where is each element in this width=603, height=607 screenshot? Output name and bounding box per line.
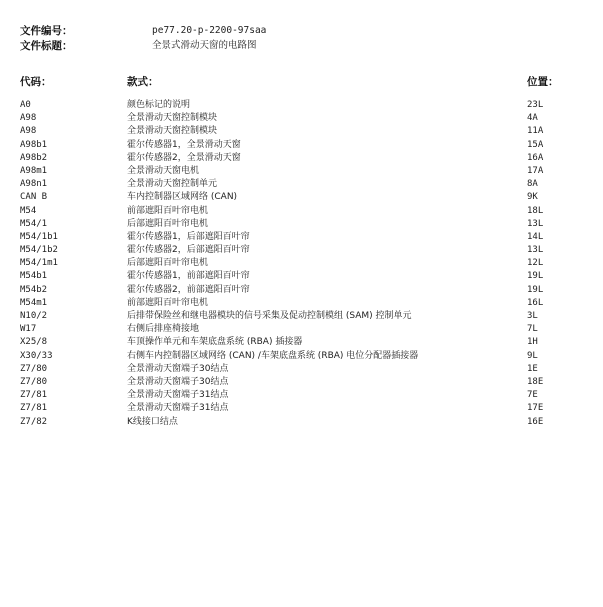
row-code: M54 <box>20 205 37 216</box>
table-row <box>0 125 603 138</box>
row-position: 14L <box>527 231 544 242</box>
row-description: 霍尔传感器1，后部遮阳百叶帘 <box>127 231 250 242</box>
row-position: 16A <box>527 152 544 163</box>
row-description: 霍尔传感器1，全景滑动天窗 <box>127 139 241 150</box>
component-table <box>0 99 603 429</box>
table-row <box>0 416 603 429</box>
row-position: 18E <box>527 376 544 387</box>
table-row <box>0 389 603 402</box>
column-header-description: 款式： <box>127 76 159 88</box>
row-description: 全景滑动天窗控制模块 <box>127 113 218 124</box>
row-code: A98 <box>20 126 37 137</box>
row-description: 右侧后排座椅接地 <box>127 324 200 335</box>
row-code: M54/1b2 <box>20 245 58 256</box>
row-position: 18L <box>527 205 544 216</box>
table-row <box>0 139 603 152</box>
row-description: 后部遮阳百叶帘电机 <box>127 258 209 269</box>
row-code: A98m1 <box>20 165 48 176</box>
row-position: 9L <box>527 350 538 361</box>
table-row <box>0 112 603 125</box>
row-position: 19L <box>527 284 544 295</box>
row-description: 霍尔传感器1，前部遮阳百叶帘 <box>127 271 250 282</box>
row-description: 颜色标记的说明 <box>127 100 191 110</box>
row-description: 全景滑动天窗端子30结点 <box>127 363 229 374</box>
row-code: Z7/81 <box>20 403 48 414</box>
row-code: A98b1 <box>20 139 48 150</box>
row-code: Z7/80 <box>20 376 48 387</box>
row-code: M54b2 <box>20 284 48 295</box>
row-description: 全景滑动天窗端子30结点 <box>127 376 229 387</box>
row-description: 前部遮阳百叶帘电机 <box>127 205 209 216</box>
row-position: 13L <box>527 218 544 229</box>
table-row <box>0 350 603 363</box>
row-code: A98 <box>20 113 37 124</box>
row-position: 17A <box>527 165 544 176</box>
row-description: 后排带保险丝和继电器模块的信号采集及促动控制模组 (SAM) 控制单元 <box>127 311 412 321</box>
row-code: Z7/81 <box>20 390 48 401</box>
row-description: 右侧车内控制器区域网络 (CAN) /车架底盘系统 (RBA) 电位分配器插接器 <box>127 350 419 361</box>
row-position: 9K <box>527 192 538 203</box>
row-code: X30/33 <box>20 350 53 361</box>
table-row <box>0 376 603 389</box>
row-code: A0 <box>20 100 31 110</box>
row-position: 7E <box>527 390 538 401</box>
row-code: M54m1 <box>20 297 48 308</box>
row-position: 15A <box>527 139 544 150</box>
row-code: Z7/82 <box>20 416 48 427</box>
column-header-position: 位置： <box>527 76 559 88</box>
row-code: M54/1b1 <box>20 231 58 242</box>
row-position: 3L <box>527 311 538 321</box>
row-position: 13L <box>527 245 544 256</box>
row-position: 8A <box>527 179 538 190</box>
table-row <box>0 99 603 112</box>
row-description: 全景滑动天窗控制单元 <box>127 179 218 190</box>
row-description: 霍尔传感器2，后部遮阳百叶帘 <box>127 245 250 256</box>
row-position: 17E <box>527 403 544 414</box>
row-description: 全景滑动天窗电机 <box>127 165 200 176</box>
row-position: 4A <box>527 113 538 124</box>
row-code: N10/2 <box>20 311 48 321</box>
row-position: 16L <box>527 297 544 308</box>
row-description: 前部遮阳百叶帘电机 <box>127 297 209 308</box>
row-code: CAN B <box>20 192 48 203</box>
table-row <box>0 218 603 231</box>
row-description: 霍尔传感器2，全景滑动天窗 <box>127 152 241 163</box>
table-row <box>0 191 603 204</box>
row-description: 全景滑动天窗端子31结点 <box>127 403 229 414</box>
row-position: 11A <box>527 126 544 137</box>
table-row <box>0 297 603 310</box>
table-row <box>0 402 603 415</box>
row-code: M54b1 <box>20 271 48 282</box>
table-row <box>0 257 603 270</box>
table-row <box>0 323 603 336</box>
row-position: 19L <box>527 271 544 282</box>
row-code: M54/1 <box>20 218 48 229</box>
row-position: 1E <box>527 363 538 374</box>
column-header-code: 代码： <box>20 76 52 88</box>
row-description: 霍尔传感器2，前部遮阳百叶帘 <box>127 284 250 295</box>
row-code: Z7/80 <box>20 363 48 374</box>
row-position: 12L <box>527 258 544 269</box>
row-position: 7L <box>527 324 538 335</box>
table-row <box>0 270 603 283</box>
row-description: 全景滑动天窗控制模块 <box>127 126 218 137</box>
row-description: 后部遮阳百叶帘电机 <box>127 218 209 229</box>
table-row <box>0 336 603 349</box>
row-description: 全景滑动天窗端子31结点 <box>127 390 229 401</box>
row-code: W17 <box>20 324 37 335</box>
row-position: 16E <box>527 416 544 427</box>
table-row <box>0 165 603 178</box>
file-number-value: pe77.20-p-2200-97saa <box>152 25 267 36</box>
row-description: 车内控制器区域网络 (CAN) <box>127 192 238 203</box>
table-row <box>0 231 603 244</box>
row-code: X25/8 <box>20 337 48 348</box>
file-number-label: 文件编号： <box>20 25 73 37</box>
table-row <box>0 284 603 297</box>
file-title-value: 全景式滑动天窗的电路图 <box>152 40 257 51</box>
table-row <box>0 363 603 376</box>
row-position: 1H <box>527 337 538 348</box>
table-row <box>0 152 603 165</box>
row-position: 23L <box>527 100 544 110</box>
table-row <box>0 178 603 191</box>
row-code: A98b2 <box>20 152 48 163</box>
file-title-label: 文件标题： <box>20 40 73 52</box>
table-row <box>0 244 603 257</box>
table-row <box>0 310 603 323</box>
row-code: A98n1 <box>20 179 48 190</box>
row-code: M54/1m1 <box>20 258 58 269</box>
row-description: 车顶操作单元和车架底盘系统 (RBA) 插接器 <box>127 337 303 348</box>
row-description: K线接口结点 <box>127 416 178 427</box>
table-row <box>0 205 603 218</box>
